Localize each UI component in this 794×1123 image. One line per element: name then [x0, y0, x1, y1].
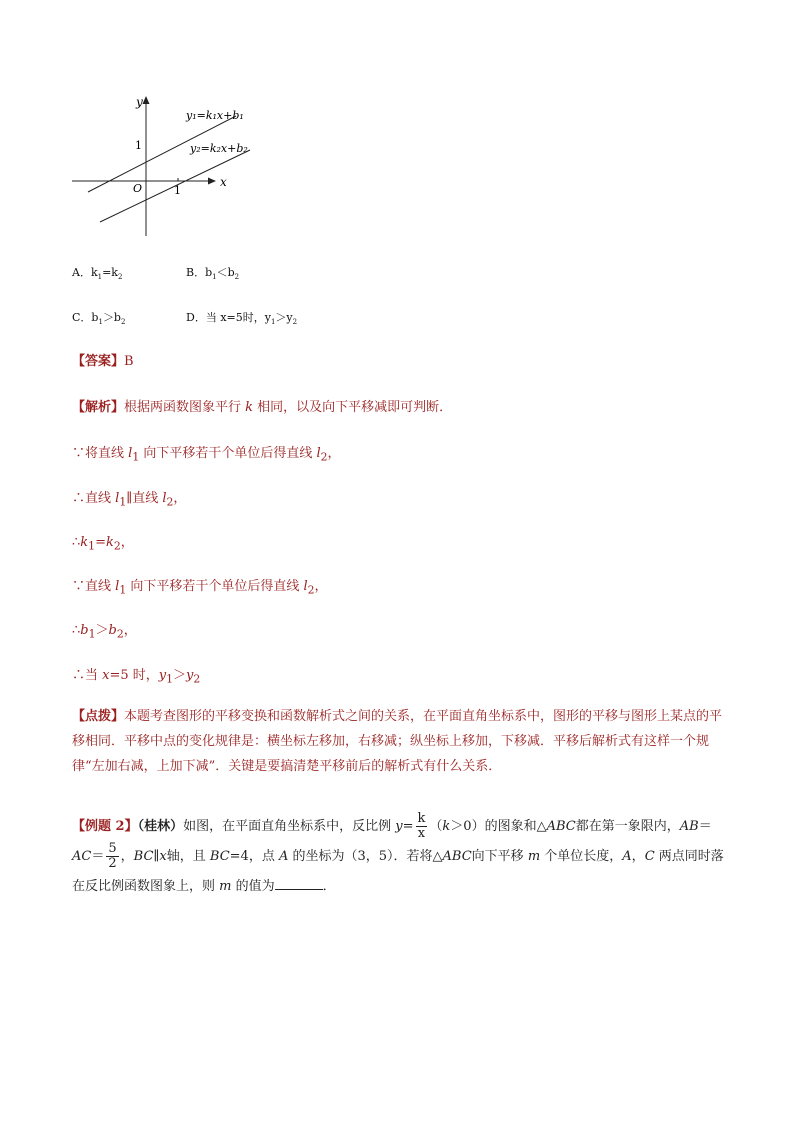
comment-text: 本题考查图形的平移变换和函数解析式之间的关系，在平面直角坐标系中，图形的平移与图形上某点的平移相同．平移中点的变化规律是：横坐标左移加，右移减；纵坐标上移加，下移减．平移后解析式有这样一个规律“左加右减，上加下减”．关键是要搞清楚平移前后的解析式有什么关系．: [72, 709, 723, 774]
answer-tag: 【答案】: [72, 354, 125, 369]
comment-paragraph: [72, 704, 724, 779]
comment-tag: 【点拨】: [72, 709, 125, 724]
option-c: C．$b_1>b_2$: [72, 311, 126, 327]
analysis-step-1: ∵将直线 $l_1$ 向下平移若干个单位后得直线 $l_2$，: [72, 446, 341, 464]
example-2-paragraph: 【例题 2】（桂林）如图，在平面直角坐标系中，反比例 y= $\frac{k}{x}$ （k＞0）的图象和△ABC都在第一象限内，AB＝AC＝ $\frac{5}{2}$ ，BC∥x轴，且 BC=4，点 A 的坐标为（3，5）．若将△ABC向下平移 m 个单位长度，A，C 两点同时落在反比例函数图象上，则 m 的值为 ．: [72, 811, 724, 894]
analysis-step-5: $\therefore b_1>b_2$，: [72, 623, 137, 641]
tick-y-label: 1: [135, 139, 142, 152]
option-a: A．$k_1=k_2$: [72, 266, 123, 282]
x-axis-label: x: [220, 175, 227, 189]
analysis-step-2: ∴直线 $l_1\parallel$直线 $l_2$，: [72, 491, 187, 509]
y-axis-label: y: [136, 95, 143, 109]
option-d: D．当 x=5时，$y_1>y_2$: [186, 311, 298, 327]
line2-label: y₂=k₂x+b₂: [190, 142, 248, 155]
x-axis-arrow: [208, 178, 216, 185]
y-axis-arrow: [143, 96, 150, 104]
fraction-k-over-x: $\frac{k}{x}$: [417, 811, 426, 841]
analysis-step-4: ∵直线 $l_1$ 向下平移若干个单位后得直线 $l_2$，: [72, 579, 328, 597]
answer-value: B: [124, 354, 134, 369]
analysis-tag: 【解析】: [72, 400, 125, 415]
analysis-step-6: ∴当 x=5 时，$y_1>y_2$: [72, 668, 201, 686]
origin-label: O: [133, 182, 143, 195]
analysis-intro: 【解析】根据两函数图象平行 k 相同，以及向下平移减即可判断．: [72, 400, 453, 415]
example-source: （桂林）: [137, 819, 184, 834]
example-tag: 【例题 2】: [72, 819, 138, 834]
answer-line: [72, 350, 134, 369]
analysis-step-3: $\therefore k_1=k_2$，: [72, 535, 134, 553]
fraction-five-halves: $\frac{5}{2}$: [108, 841, 117, 871]
option-b: B．$b_1<b_2$: [186, 266, 240, 282]
line1-label: y₁=k₁x+b₁: [186, 109, 244, 122]
tick-x-label: 1: [174, 184, 181, 197]
linear-functions-graph: [60, 88, 280, 238]
answer-blank[interactable]: [275, 877, 323, 890]
